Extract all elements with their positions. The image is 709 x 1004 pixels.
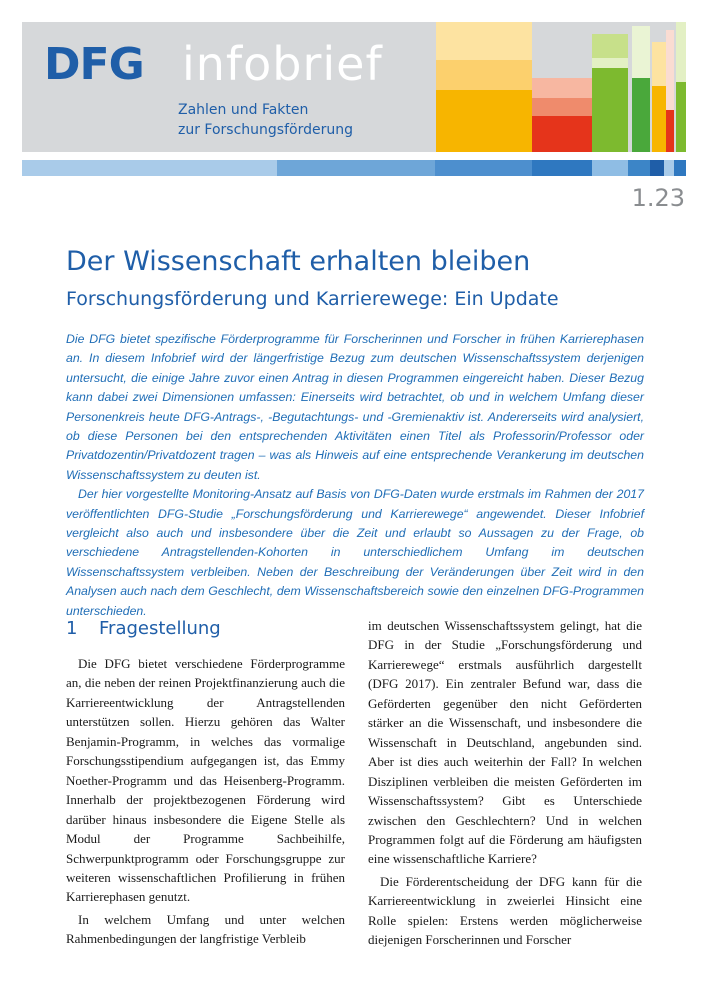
- publication-name: infobrief: [182, 37, 383, 91]
- decor-bar: [666, 110, 674, 152]
- abstract-paragraph: Die DFG bietet spezifische Förderprogramme für Forscherinnen und Forscher in frühen Karrierephasen an. In diesem Infobrief wird der längerfristige Bezug zum deutschen Wissenschaftssystem derjenigen untersucht, die einige Jahre zuvor einen Antrag in diesen Programmen eingereicht haben. Dieser Bezug kann dabei zwei Dimensionen umfassen: Einerseits wird betrachtet, ob und in welchem Umfang dieser Personenkreis heute DFG-Antrags-, -Begutachtungs- und -Gremienaktiv ist. Andererseits wird analysiert, ob diese Personen bei den entsprechenden Aktivitäten einen Titel als Professorin/Professor oder Privatdozentin/Privatdozent tragen – was als Hinweis auf eine entsprechende Verankerung im deutschen Wissenschaftssystem zu deuten ist.: [66, 332, 644, 482]
- strip-segment: [22, 160, 277, 176]
- abstract-paragraph: Der hier vorgestellte Monitoring-Ansatz auf Basis von DFG-Daten wurde erstmals im Rahmen der 2017 veröffentlichten DFG-Studie „Forschungsförderung und Karrierewege“ angewendet. Dieser Infobrief vergleicht also auch und insbesondere über die Zeit und erlaubt so Aussagen zu der Frage, ob verschiedene Antragstellenden-Kohorten in unterschiedlichem Umfang im deutschen Wissenschaftssystem verbleiben. Neben der Beschreibung der Veränderungen über Zeit wird in den Analysen auch nach dem Geschlecht, dem Wissenschaftsbereich sowie den einzelnen DFG-Programmen unterschieden.: [66, 487, 644, 618]
- body-paragraph: Die DFG bietet verschiedene Förderprogramme an, die neben der reinen Projektfinanzierung auch die Karriereentwicklung der Antragstellenden unterstützen sollen. Hierzu gehören das Walter Benjamin-Programm, in welches das vormalige Forschungsstipendium aufgegangen ist, das Emmy Noether-Programm und das Heisenberg-Programm. Innerhalb der projektbezogenen Förderung wird darüber hinaus insbesondere die Eigene Stelle als Modul der Programme Sachbeihilfe, Schwerpunktprogramm oder Forschungsgruppe zur weiteren wissenschaftlichen Profilierung in frühen Karrierephasen genutzt.: [66, 656, 345, 905]
- dfg-logo: DFG: [44, 39, 144, 90]
- strip-segment: [664, 160, 674, 176]
- strip-segment: [592, 160, 628, 176]
- issue-number: 1.23: [631, 184, 685, 212]
- masthead-tagline: [178, 100, 353, 140]
- strip-segment: [277, 160, 435, 176]
- section-number: 1: [66, 618, 78, 639]
- tagline-line-1: Zahlen und Fakten: [178, 102, 309, 118]
- section-heading: [66, 618, 221, 639]
- body-paragraph: im deutschen Wissenschaftssystem gelingt, hat die DFG in der Studie „Forschungsförderung und Karrierewege“ erstmals ausführlich dargestellt (DFG 2017). Ein zentraler Befund war, dass die Geförderten gegenüber den nicht Geförderten stärker an die Wissenschaft, und insbesondere die Wissenschaft in Deutschland, angebunden sind. Aber ist dies auch weiterhin der Fall? In welchen Disziplinen verbleiben die meisten Geförderten im Wissenschaftssystem? Gibt es Unterschiede zwischen den Geschlechtern? Und in welchen Programmen folgt auf die Förderung am häufigsten eine wissenschaftliche Karriere?: [368, 618, 642, 867]
- article-title: Der Wissenschaft erhalten bleiben: [66, 246, 531, 277]
- strip-segment: [674, 160, 686, 176]
- tagline-line-2: zur Forschungsförderung: [178, 122, 353, 138]
- decor-bar: [436, 60, 532, 90]
- decor-bar: [436, 90, 532, 152]
- body-paragraph: Die Förderentscheidung der DFG kann für die Karriereentwicklung in zweierlei Hinsicht eine Rolle spielen: Erstens werden möglicherweise diejenigen Forscherinnen und Forscher: [368, 873, 642, 948]
- decor-bar: [592, 68, 628, 152]
- decor-bar: [532, 98, 592, 116]
- body-column-right: [368, 616, 642, 950]
- decor-bar: [652, 86, 666, 152]
- article-subtitle: Forschungsförderung und Karrierewege: Ein Update: [66, 288, 559, 310]
- decor-bar: [676, 82, 686, 152]
- abstract: [66, 330, 644, 621]
- section-title: Fragestellung: [99, 618, 221, 639]
- masthead: [22, 22, 686, 152]
- decorative-bar-graphic: [436, 22, 686, 152]
- decor-bar: [632, 78, 650, 152]
- strip-segment: [628, 160, 650, 176]
- strip-segment: [650, 160, 664, 176]
- decor-bar: [532, 116, 592, 152]
- body-column-left: [66, 654, 345, 949]
- strip-segment: [532, 160, 592, 176]
- decor-bar: [592, 34, 628, 58]
- body-paragraph: In welchem Umfang und unter welchen Rahmenbedingungen der langfristige Verbleib: [66, 911, 345, 947]
- strip-segment: [435, 160, 532, 176]
- decorative-color-strip: [22, 160, 686, 176]
